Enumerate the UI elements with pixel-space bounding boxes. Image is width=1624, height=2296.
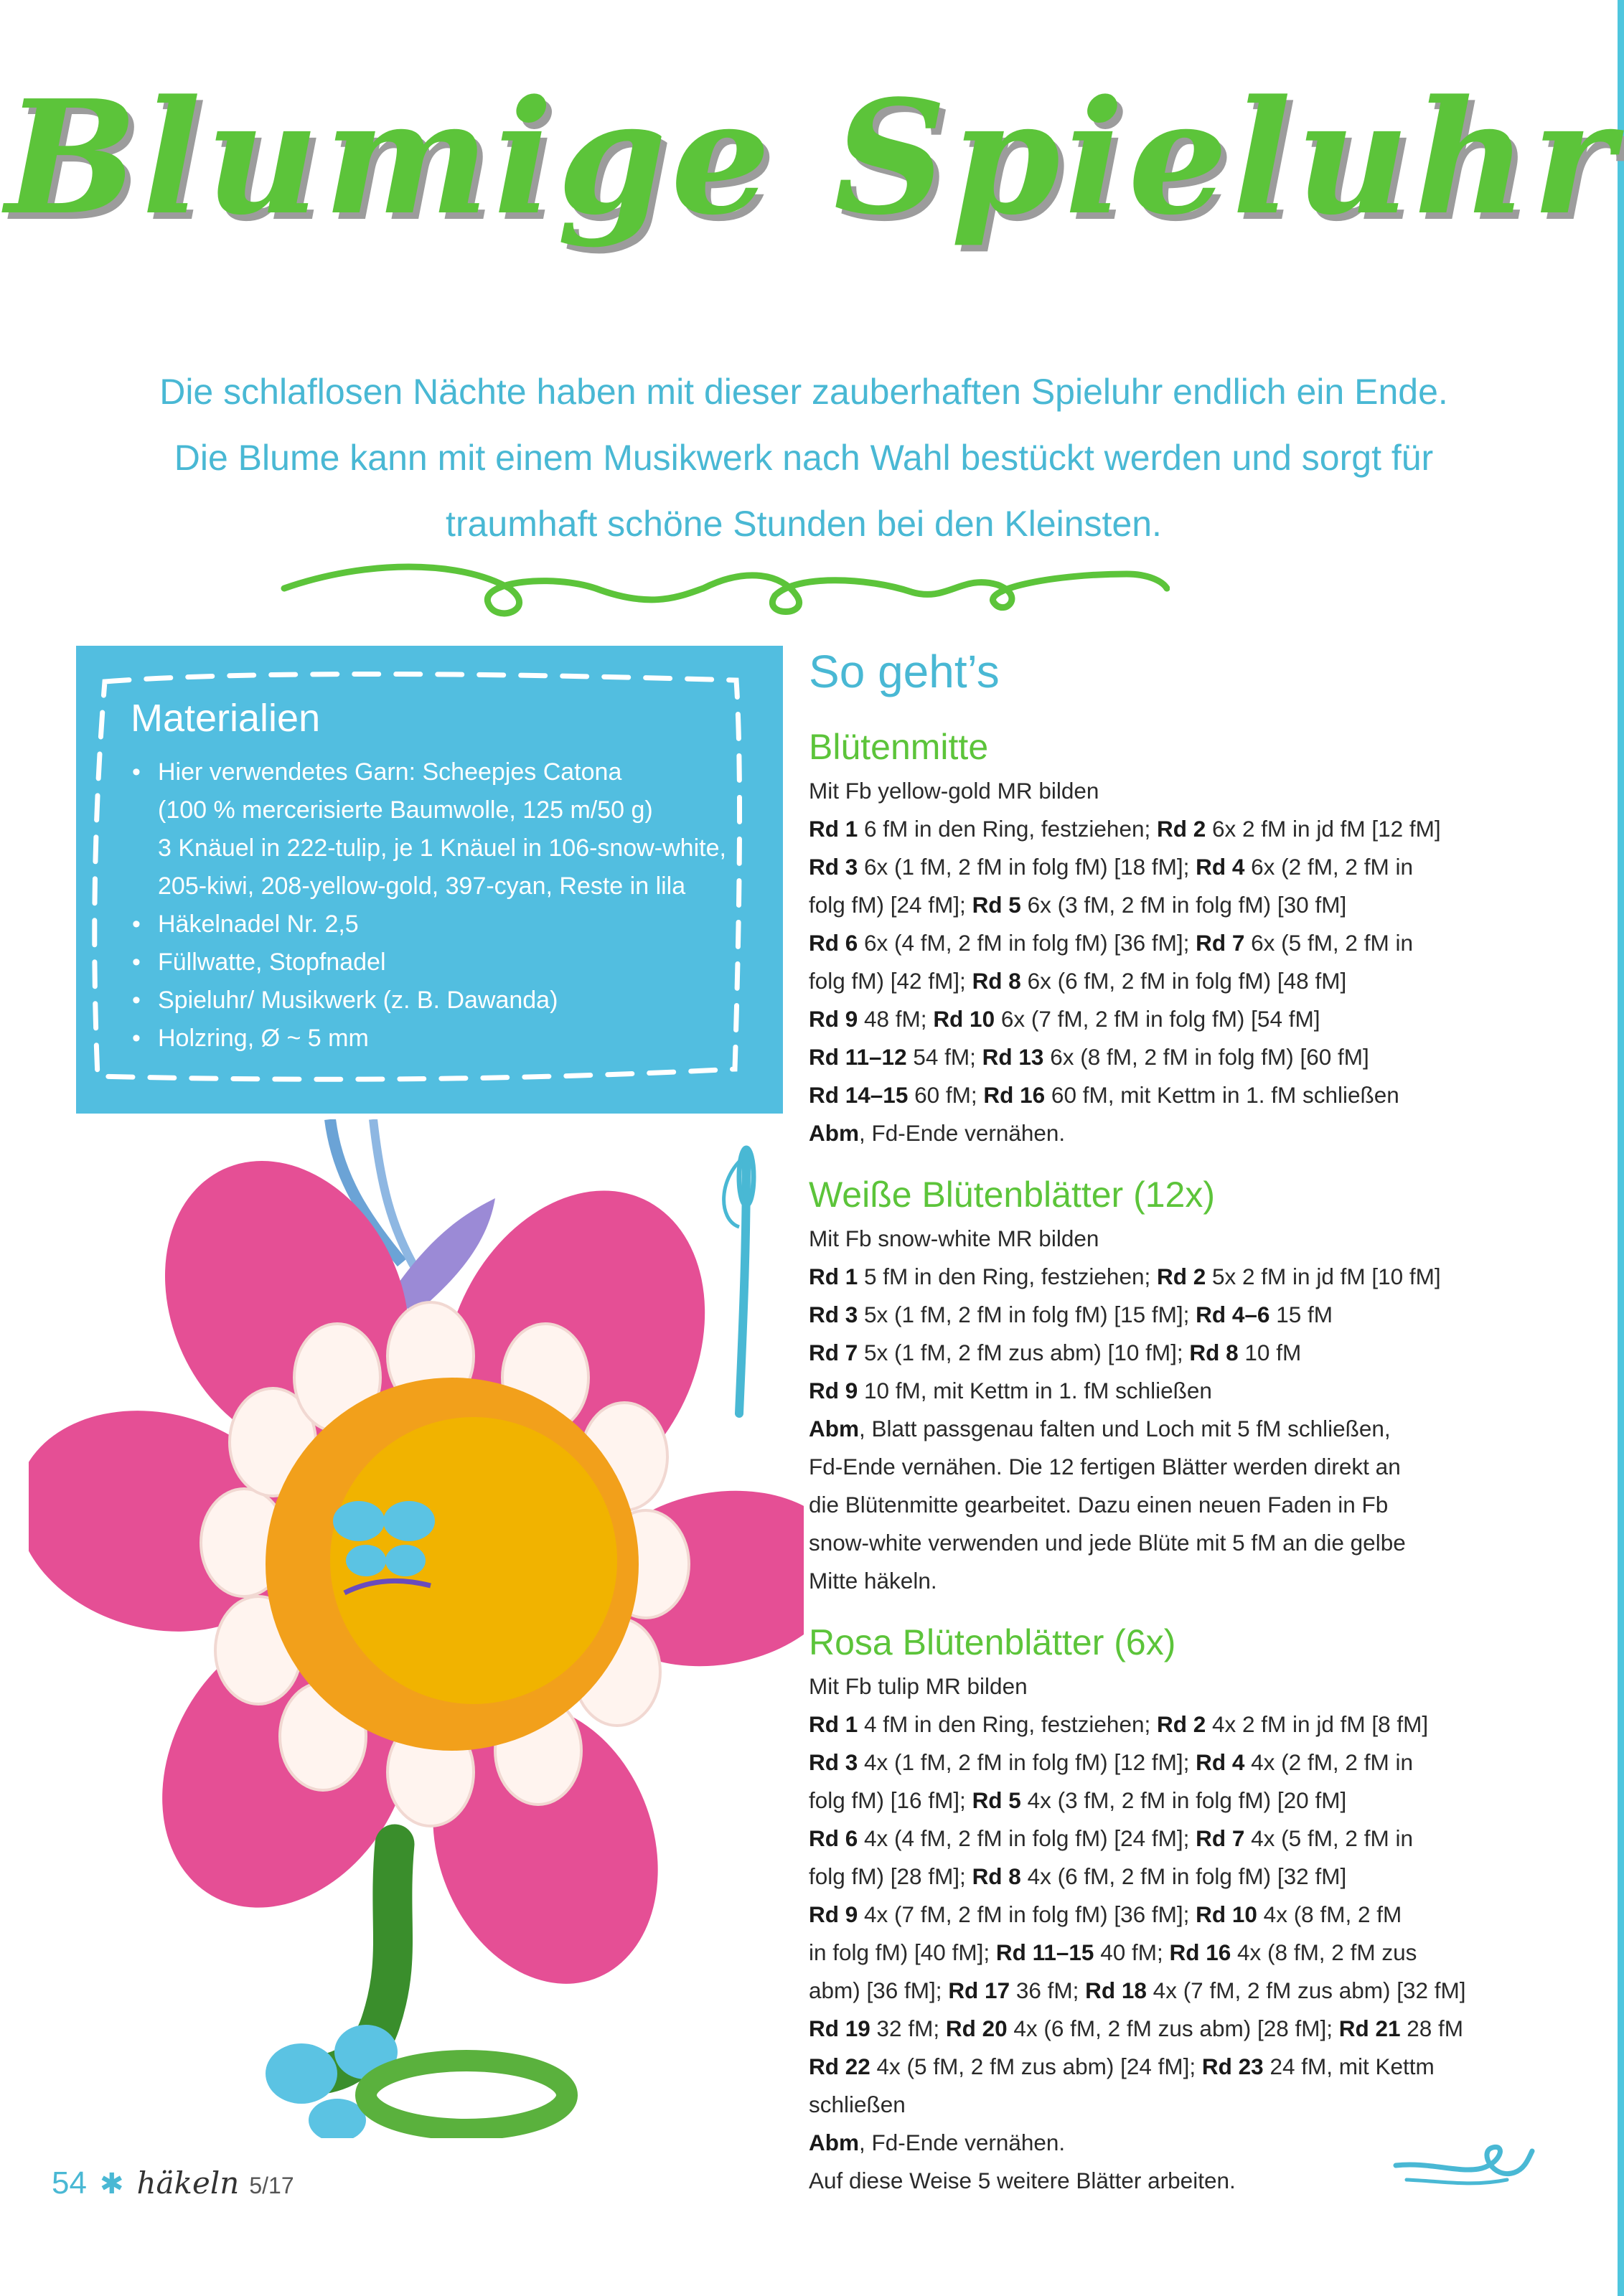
instruction-line: Rd 3 4x (1 fM, 2 fM in folg fM) [12 fM]; Rd 4 4x (2 fM, 2 fM in <box>809 1749 1413 1775</box>
instruction-line: folg fM) [42 fM]; Rd 8 6x (6 fM, 2 fM in folg fM) [48 fM] <box>809 968 1347 994</box>
issue-number: 5/17 <box>249 2173 294 2198</box>
swirl-divider <box>280 545 1170 624</box>
materials-list <box>131 753 762 1058</box>
section-heading-pink: Rosa Blütenblätter (6x) <box>809 1622 1176 1662</box>
instruction-line: Auf diese Weise 5 weitere Blätter arbeiten. <box>809 2168 1236 2193</box>
magazine-name: häkeln <box>136 2165 240 2201</box>
instruction-line: Rd 9 48 fM; Rd 10 6x (7 fM, 2 fM in folg fM) [54 fM] <box>809 1006 1320 1032</box>
materials-item: • Füllwatte, Stopfnadel <box>131 944 762 982</box>
instruction-line: folg fM) [16 fM]; Rd 5 4x (3 fM, 2 fM in folg fM) [20 fM] <box>809 1787 1347 1813</box>
materials-item-cont: 205-kiwi, 208-yellow-gold, 397-cyan, Reste in lila <box>158 872 686 900</box>
materials-item: • Holzring, Ø ~ 5 mm <box>131 1020 762 1058</box>
instruction-line: Rd 11–12 54 fM; Rd 13 6x (8 fM, 2 fM in folg fM) [60 fM] <box>809 1044 1369 1070</box>
instruction-line: snow-white verwenden und jede Blüte mit 5 fM an die gelbe <box>809 1530 1406 1556</box>
materials-item: • Häkelnadel Nr. 2,5 <box>131 905 762 944</box>
instruction-line: Rd 9 4x (7 fM, 2 fM in folg fM) [36 fM]; Rd 10 4x (8 fM, 2 fM <box>809 1901 1402 1927</box>
instruction-line: Rd 7 5x (1 fM, 2 fM zus abm) [10 fM]; Rd 8 10 fM <box>809 1340 1302 1365</box>
materials-item: • Spieluhr/ Musikwerk (z. B. Dawanda) <box>131 982 762 1020</box>
instruction-line: Rd 19 32 fM; Rd 20 4x (6 fM, 2 fM zus abm) [28 fM]; Rd 21 28 fM <box>809 2015 1464 2041</box>
crochet-flower-photo <box>29 1119 804 2138</box>
instruction-line: Rd 1 5 fM in den Ring, festziehen; Rd 2 5x 2 fM in jd fM [10 fM] <box>809 1264 1441 1289</box>
section-heading-center: Blütenmitte <box>809 727 989 767</box>
instruction-line: Rd 14–15 60 fM; Rd 16 60 fM, mit Kettm in 1. fM schließen <box>809 1082 1399 1108</box>
intro-line: traumhaft schöne Stunden bei den Kleinsten. <box>446 504 1162 544</box>
instruction-line: folg fM) [24 fM]; Rd 5 6x (3 fM, 2 fM in folg fM) [30 fM] <box>809 892 1347 918</box>
yarn-end-icon <box>1392 2130 1536 2194</box>
instruction-line: Mit Fb yellow-gold MR bilden <box>809 778 1099 804</box>
materials-item-cont: 3 Knäuel in 222-tulip, je 1 Knäuel in 106-snow-white, <box>158 834 726 862</box>
instructions-heading: So geht’s <box>809 646 1000 697</box>
instruction-line: in folg fM) [40 fM]; Rd 11–15 40 fM; Rd 16 4x (8 fM, 2 fM zus <box>809 1939 1417 1965</box>
instruction-line: schließen <box>809 2092 906 2117</box>
intro-line: Die Blume kann mit einem Musikwerk nach Wahl bestückt werden und sorgt für <box>174 438 1434 478</box>
materials-box <box>76 646 783 1114</box>
instruction-line: Rd 3 6x (1 fM, 2 fM in folg fM) [18 fM]; Rd 4 6x (2 fM, 2 fM in <box>809 854 1413 880</box>
instruction-line: Mitte häkeln. <box>809 1568 937 1594</box>
instruction-line: Rd 22 4x (5 fM, 2 fM zus abm) [24 fM]; Rd 23 24 fM, mit Kettm <box>809 2053 1435 2079</box>
instruction-line: Rd 3 5x (1 fM, 2 fM in folg fM) [15 fM]; Rd 4–6 15 fM <box>809 1302 1333 1327</box>
instruction-line: Rd 6 6x (4 fM, 2 fM in folg fM) [36 fM]; Rd 7 6x (5 fM, 2 fM in <box>809 930 1413 956</box>
intro-line: Die schlaflosen Nächte haben mit dieser zauberhaften Spieluhr endlich ein Ende. <box>159 372 1448 412</box>
instruction-line: Rd 1 6 fM in den Ring, festziehen; Rd 2 6x 2 fM in jd fM [12 fM] <box>809 816 1441 842</box>
instruction-line: Abm, Blatt passgenau falten und Loch mit 5 fM schließen, <box>809 1416 1391 1441</box>
page-footer <box>52 2165 294 2201</box>
instruction-line: Mit Fb snow-white MR bilden <box>809 1225 1099 1251</box>
materials-item-cont: (100 % mercerisierte Baumwolle, 125 m/50 g) <box>158 796 653 824</box>
instruction-line: die Blütenmitte gearbeitet. Dazu einen neuen Faden in Fb <box>809 1492 1389 1518</box>
instruction-line: Rd 9 10 fM, mit Kettm in 1. fM schließen <box>809 1378 1212 1403</box>
instruction-line: abm) [36 fM]; Rd 17 36 fM; Rd 18 4x (7 fM, 2 fM zus abm) [32 fM] <box>809 1977 1466 2003</box>
instruction-line: folg fM) [28 fM]; Rd 8 4x (6 fM, 2 fM in folg fM) [32 fM] <box>809 1863 1347 1889</box>
instruction-line: Fd-Ende vernähen. Die 12 fertigen Blätter werden direkt an <box>809 1454 1401 1479</box>
instruction-line: Mit Fb tulip MR bilden <box>809 1673 1028 1699</box>
page-number: 54 <box>52 2165 87 2201</box>
materials-item: • Hier verwendetes Garn: Scheepjes Catona <box>131 753 762 791</box>
page-edge-bar <box>1618 0 1624 2296</box>
instructions-column <box>809 639 1526 2200</box>
instruction-line: Rd 1 4 fM in den Ring, festziehen; Rd 2 4x 2 fM in jd fM [8 fM] <box>809 1711 1429 1737</box>
instruction-line: Rd 6 4x (4 fM, 2 fM in folg fM) [24 fM]; Rd 7 4x (5 fM, 2 fM in <box>809 1825 1413 1851</box>
star-icon: ✱ <box>99 2168 124 2200</box>
materials-heading: Materialien <box>131 697 321 740</box>
instruction-line: Abm, Fd-Ende vernähen. <box>809 2130 1066 2155</box>
section-heading-white: Weiße Blütenblätter (12x) <box>809 1175 1215 1215</box>
intro-text <box>86 359 1521 557</box>
instruction-line: Abm, Fd-Ende vernähen. <box>809 1120 1066 1146</box>
page-title: Blumige Spieluhr <box>5 66 1619 250</box>
